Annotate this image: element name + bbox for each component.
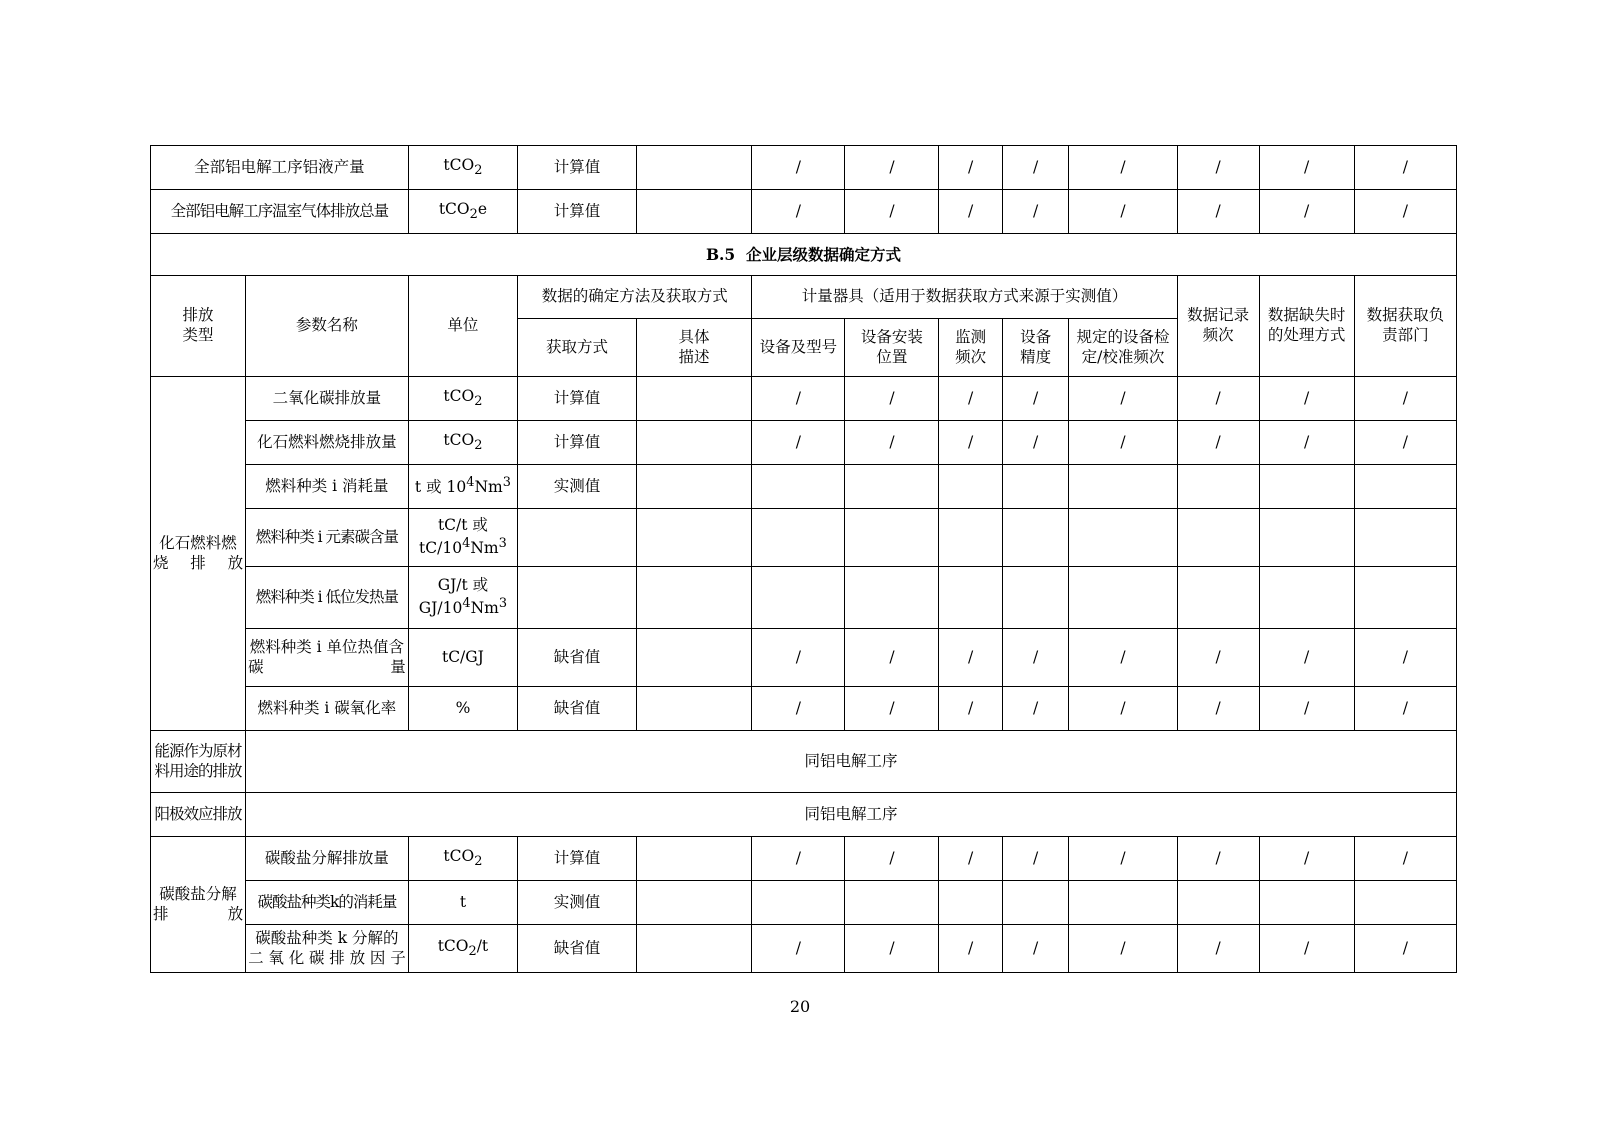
- dash-cell: /: [1177, 687, 1259, 731]
- empty-cell: [939, 509, 1002, 567]
- dash-cell: /: [1002, 837, 1068, 881]
- description-cell: [636, 421, 752, 465]
- empty-cell: [1354, 567, 1456, 629]
- dash-cell: /: [1354, 190, 1456, 234]
- header-accuracy: 设备 精度: [1002, 319, 1068, 377]
- acquisition-method: [518, 509, 637, 567]
- empty-cell: [1354, 465, 1456, 509]
- dash-cell: /: [1177, 925, 1259, 973]
- dash-cell: /: [1002, 687, 1068, 731]
- dash-cell: /: [752, 146, 845, 190]
- empty-cell: [1354, 881, 1456, 925]
- dash-cell: /: [939, 190, 1002, 234]
- table-row: [151, 837, 1457, 881]
- empty-cell: [1002, 509, 1068, 567]
- header-install-location: 设备安装 位置: [845, 319, 939, 377]
- empty-cell: [1002, 881, 1068, 925]
- dash-cell: /: [1069, 421, 1177, 465]
- empty-cell: [1354, 509, 1456, 567]
- empty-cell: [1069, 509, 1177, 567]
- unit: tCO$_2$/t: [408, 925, 517, 973]
- acquisition-method: 计算值: [518, 190, 637, 234]
- table-row: [151, 509, 1457, 567]
- unit: tCO$_2$: [408, 837, 517, 881]
- empty-cell: [845, 881, 939, 925]
- acquisition-method: 计算值: [518, 146, 637, 190]
- dash-cell: /: [1069, 629, 1177, 687]
- dash-cell: /: [1002, 146, 1068, 190]
- header-missing-handling: 数据缺失时 的处理方式: [1259, 276, 1354, 377]
- same-as-note: 同铝电解工序: [246, 731, 1457, 793]
- dash-cell: /: [1177, 837, 1259, 881]
- description-cell: [636, 629, 752, 687]
- unit: tCO$_2$: [408, 421, 517, 465]
- table-row: [151, 421, 1457, 465]
- header-acquisition: 获取方式: [518, 319, 637, 377]
- header-row: [151, 276, 1457, 319]
- unit: %: [408, 687, 517, 731]
- dash-cell: /: [1259, 837, 1354, 881]
- dash-cell: /: [1259, 687, 1354, 731]
- empty-cell: [752, 567, 845, 629]
- dash-cell: /: [1002, 925, 1068, 973]
- table-row: [151, 146, 1457, 190]
- dash-cell: /: [939, 146, 1002, 190]
- dash-cell: /: [845, 687, 939, 731]
- empty-cell: [1069, 465, 1177, 509]
- unit: t: [408, 881, 517, 925]
- header-description: 具体 描述: [636, 319, 752, 377]
- dash-cell: /: [1177, 629, 1259, 687]
- description-cell: [636, 146, 752, 190]
- dash-cell: /: [939, 377, 1002, 421]
- dash-cell: /: [1259, 377, 1354, 421]
- dash-cell: /: [752, 377, 845, 421]
- dash-cell: /: [752, 190, 845, 234]
- acquisition-method: 缺省值: [518, 629, 637, 687]
- empty-cell: [845, 509, 939, 567]
- dash-cell: /: [845, 190, 939, 234]
- description-cell: [636, 567, 752, 629]
- empty-cell: [939, 881, 1002, 925]
- unit: t 或 $10^4Nm^3$: [408, 465, 517, 509]
- dash-cell: /: [1354, 629, 1456, 687]
- dash-cell: /: [1069, 837, 1177, 881]
- dash-cell: /: [939, 925, 1002, 973]
- dash-cell: /: [1259, 925, 1354, 973]
- dash-cell: /: [1069, 377, 1177, 421]
- dash-cell: /: [1259, 190, 1354, 234]
- dash-cell: /: [1259, 629, 1354, 687]
- dash-cell: /: [845, 421, 939, 465]
- empty-cell: [1177, 509, 1259, 567]
- header-unit: 单位: [408, 276, 517, 377]
- description-cell: [636, 509, 752, 567]
- unit: GJ/t 或 $GJ/10^4Nm^3$: [408, 567, 517, 629]
- dash-cell: /: [1354, 925, 1456, 973]
- header-monitor-freq: 监测 频次: [939, 319, 1002, 377]
- description-cell: [636, 377, 752, 421]
- dash-cell: /: [1069, 925, 1177, 973]
- empty-cell: [845, 465, 939, 509]
- page-number: 20: [789, 997, 811, 1016]
- dash-cell: /: [1069, 146, 1177, 190]
- dash-cell: /: [845, 146, 939, 190]
- header-param-name: 参数名称: [246, 276, 409, 377]
- empty-cell: [1002, 567, 1068, 629]
- unit: tCO$_2$: [408, 146, 517, 190]
- empty-cell: [752, 465, 845, 509]
- unit: tCO$_2$: [408, 377, 517, 421]
- dash-cell: /: [1002, 629, 1068, 687]
- empty-cell: [1177, 881, 1259, 925]
- dash-cell: /: [939, 687, 1002, 731]
- dash-cell: /: [845, 377, 939, 421]
- dash-cell: /: [939, 629, 1002, 687]
- empty-cell: [1259, 509, 1354, 567]
- param-name: 碳酸盐分解排放量: [246, 837, 409, 881]
- dash-cell: /: [1354, 377, 1456, 421]
- param-name: 全部铝电解工序温室气体排放总量: [151, 190, 409, 234]
- table-row: [151, 793, 1457, 837]
- dash-cell: /: [1177, 190, 1259, 234]
- empty-cell: [1002, 465, 1068, 509]
- emission-type-fossil: 化石燃料燃烧排放: [151, 377, 246, 731]
- description-cell: [636, 925, 752, 973]
- acquisition-method: 计算值: [518, 377, 637, 421]
- table-row: [151, 190, 1457, 234]
- param-name: 二氧化碳排放量: [246, 377, 409, 421]
- acquisition-method: 缺省值: [518, 687, 637, 731]
- dash-cell: /: [1177, 421, 1259, 465]
- table-row: [151, 687, 1457, 731]
- acquisition-method: 计算值: [518, 421, 637, 465]
- acquisition-method: [518, 567, 637, 629]
- header-method-group: 数据的确定方法及获取方式: [518, 276, 752, 319]
- description-cell: [636, 190, 752, 234]
- empty-cell: [845, 567, 939, 629]
- dash-cell: /: [1259, 421, 1354, 465]
- dash-cell: /: [1069, 190, 1177, 234]
- empty-cell: [752, 881, 845, 925]
- dash-cell: /: [939, 421, 1002, 465]
- dash-cell: /: [1002, 421, 1068, 465]
- dash-cell: /: [1002, 377, 1068, 421]
- empty-cell: [1259, 881, 1354, 925]
- empty-cell: [939, 567, 1002, 629]
- dash-cell: /: [752, 837, 845, 881]
- param-name: 燃料种类 i 单位热值含碳量: [246, 629, 409, 687]
- header-instrument-group: 计量器具（适用于数据获取方式来源于实测值）: [752, 276, 1177, 319]
- dash-cell: /: [1354, 837, 1456, 881]
- header-record-freq: 数据记录 频次: [1177, 276, 1259, 377]
- param-name: 燃料种类 i 元素碳含量: [246, 509, 409, 567]
- dash-cell: /: [752, 421, 845, 465]
- dash-cell: /: [1259, 146, 1354, 190]
- empty-cell: [1259, 465, 1354, 509]
- table-row: [151, 377, 1457, 421]
- unit: tC/t 或 $tC/10^4Nm^3$: [408, 509, 517, 567]
- dash-cell: /: [939, 837, 1002, 881]
- param-name: 燃料种类 i 低位发热量: [246, 567, 409, 629]
- param-name: 化石燃料燃烧排放量: [246, 421, 409, 465]
- dash-cell: /: [1177, 146, 1259, 190]
- emission-type-energy-feedstock: 能源作为原材料用途的排放: [151, 731, 246, 793]
- unit: tCO$_2$e: [408, 190, 517, 234]
- param-name: 全部铝电解工序铝液产量: [151, 146, 409, 190]
- acquisition-method: 实测值: [518, 465, 637, 509]
- header-device-model: 设备及型号: [752, 319, 845, 377]
- description-cell: [636, 465, 752, 509]
- section-heading-row: [151, 234, 1457, 276]
- table-row: [151, 925, 1457, 973]
- header-calibration: 规定的设备检 定/校准频次: [1069, 319, 1177, 377]
- table-row: [151, 881, 1457, 925]
- emission-type-carbonate: 碳酸盐分解排放: [151, 837, 246, 973]
- empty-cell: [752, 509, 845, 567]
- same-as-note: 同铝电解工序: [246, 793, 1457, 837]
- dash-cell: /: [752, 629, 845, 687]
- table-row: [151, 629, 1457, 687]
- section-heading: B.5 企业层级数据确定方式: [151, 234, 1457, 276]
- dash-cell: /: [1002, 190, 1068, 234]
- param-name: 碳酸盐种类 k 分解的二氧化碳排放因子: [246, 925, 409, 973]
- description-cell: [636, 687, 752, 731]
- param-name: 燃料种类 i 消耗量: [246, 465, 409, 509]
- empty-cell: [1177, 465, 1259, 509]
- emission-type-anode-effect: 阳极效应排放: [151, 793, 246, 837]
- empty-cell: [1259, 567, 1354, 629]
- dash-cell: /: [1354, 687, 1456, 731]
- empty-cell: [1069, 567, 1177, 629]
- header-emission-type: 排放 类型: [151, 276, 246, 377]
- param-name: 碳酸盐种类k的消耗量: [246, 881, 409, 925]
- dash-cell: /: [752, 925, 845, 973]
- empty-cell: [1177, 567, 1259, 629]
- dash-cell: /: [1177, 377, 1259, 421]
- data-determination-table: [150, 145, 1457, 973]
- description-cell: [636, 881, 752, 925]
- acquisition-method: 缺省值: [518, 925, 637, 973]
- table-row: [151, 465, 1457, 509]
- dash-cell: /: [1069, 687, 1177, 731]
- param-name: 燃料种类 i 碳氧化率: [246, 687, 409, 731]
- dash-cell: /: [1354, 421, 1456, 465]
- table-row: [151, 731, 1457, 793]
- empty-cell: [1069, 881, 1177, 925]
- table-row: [151, 567, 1457, 629]
- empty-cell: [939, 465, 1002, 509]
- dash-cell: /: [845, 629, 939, 687]
- dash-cell: /: [1354, 146, 1456, 190]
- acquisition-method: 实测值: [518, 881, 637, 925]
- dash-cell: /: [845, 925, 939, 973]
- description-cell: [636, 837, 752, 881]
- unit: tC/GJ: [408, 629, 517, 687]
- dash-cell: /: [752, 687, 845, 731]
- dash-cell: /: [845, 837, 939, 881]
- acquisition-method: 计算值: [518, 837, 637, 881]
- header-responsible-dept: 数据获取负 责部门: [1354, 276, 1456, 377]
